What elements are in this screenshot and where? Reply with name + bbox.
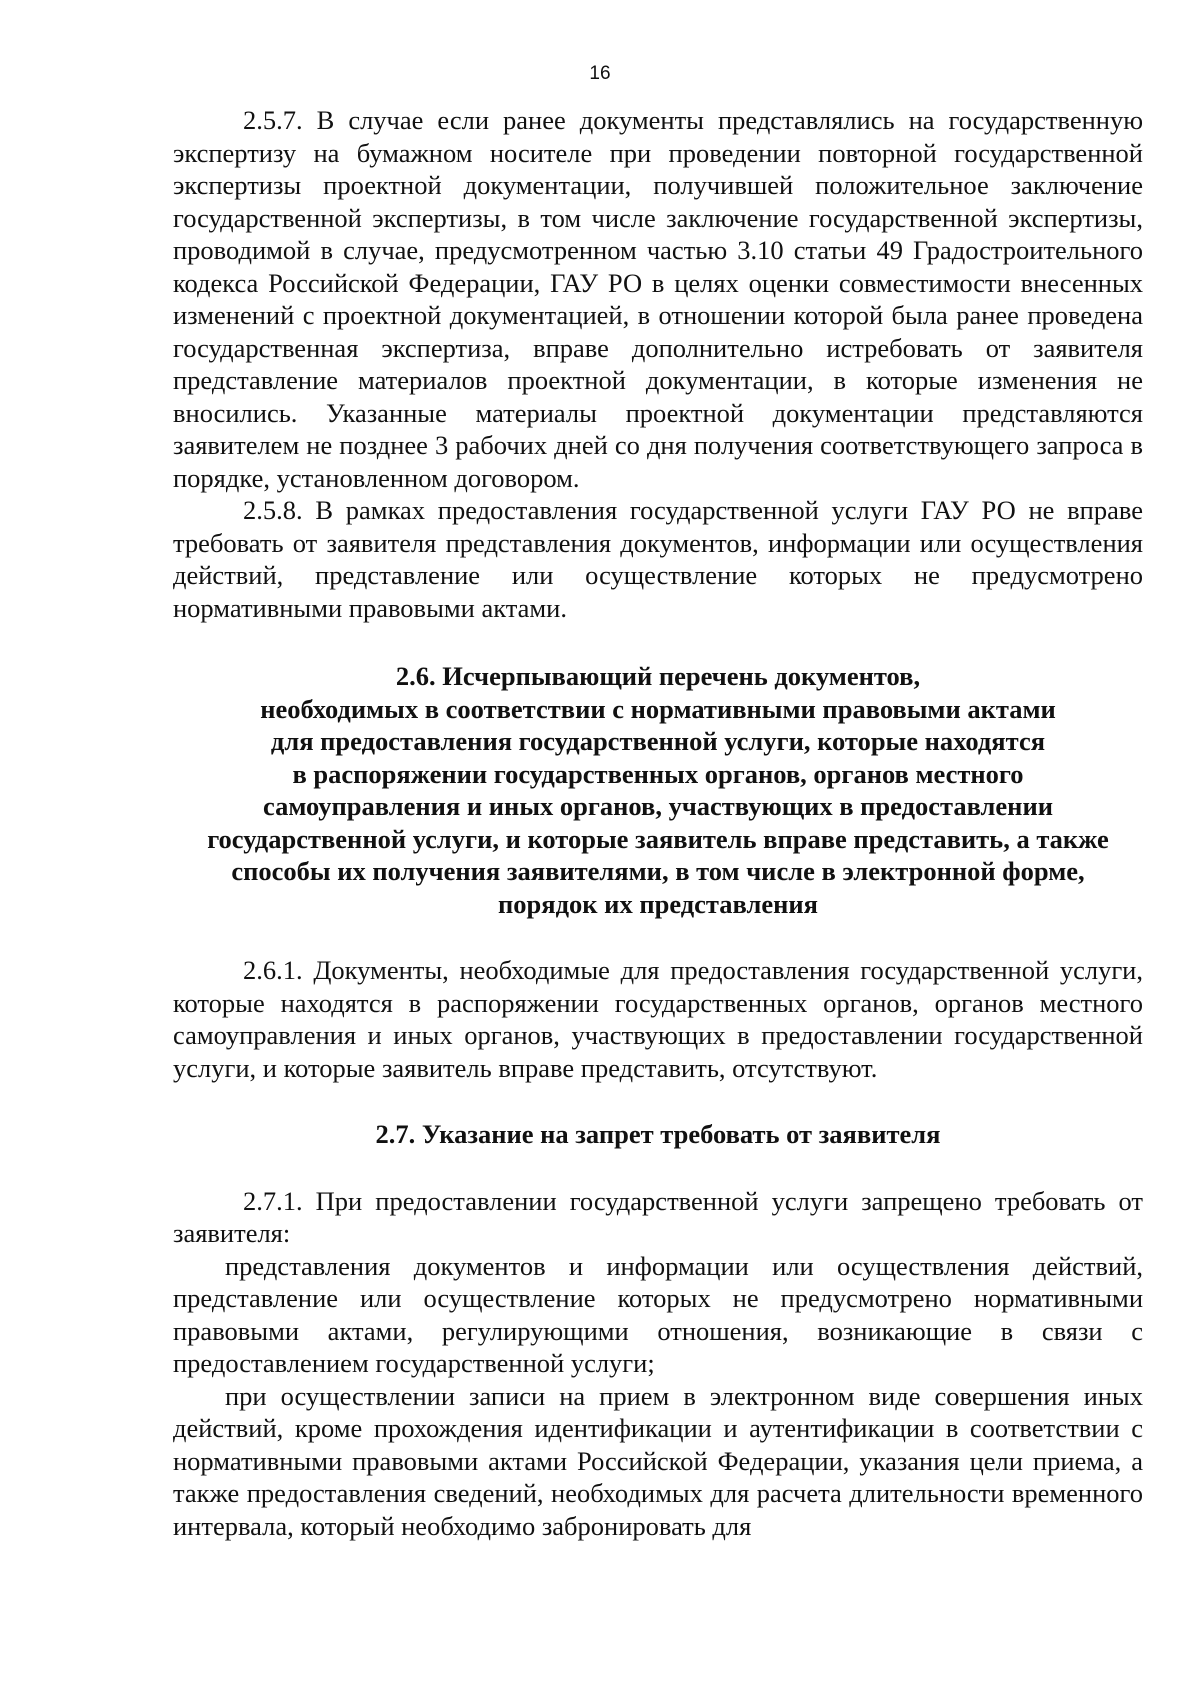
paragraph-2-6-1: 2.6.1. Документы, необходимые для предоставления государственной услуги, которые находятся в распоряжении государственных органов, органов местного самоуправления и иных органов, участвующих в предоставлении государственной услуги, и которые заявитель вправе представить, отсутствуют. bbox=[173, 955, 1143, 1083]
paragraph-2-5-8: 2.5.8. В рамках предоставления государственной услуги ГАУ РО не вправе требовать от заявителя представления документов, информации или осуществления действий, представление или осуществление которых не предусмотрено нормативными правовыми актами. bbox=[173, 495, 1143, 623]
paragraph-2-7-1: 2.7.1. При предоставлении государственной услуги запрещено требовать от заявителя: bbox=[173, 1185, 1143, 1248]
document-body bbox=[173, 104, 1143, 1542]
heading-2-6-line: самоуправления и иных органов, участвующих в предоставлении bbox=[263, 791, 1053, 821]
section-heading-2-7: 2.7. Указание на запрет требовать от заявителя bbox=[375, 1119, 941, 1149]
heading-2-6-line: в распоряжении государственных органов, органов местного bbox=[292, 758, 1024, 789]
heading-2-6-line: государственной услуги, и которые заявитель вправе представить, а также bbox=[207, 823, 1109, 854]
heading-2-6-line: 2.6. Исчерпывающий перечень документов, bbox=[395, 661, 921, 691]
list-item-2-7-1-a: представления документов и информации или осуществления действий, представление или осуществление которых не предусмотрено нормативными правовыми актами, регулирующими отношения, возникающие в связи с предоставлением государственной услуги; bbox=[173, 1250, 1143, 1378]
page-number: 16 bbox=[589, 63, 611, 84]
heading-2-6-line: для предоставления государственной услуги, которые находятся bbox=[270, 726, 1046, 756]
paragraph-2-5-7: 2.5.7. В случае если ранее документы представлялись на государственную экспертизу на бумажном носителе при проведении повторной государственной экспертизы проектной документации, получившей положительное заключение государственной экспертизы, в том числе заключение государственной экспертизы, проводимой в случае, предусмотренном частью 3.10 статьи 49 Градостроительного кодекса Российской Федерации, ГАУ РО в целях оценки совместимости внесенных изменений с проектной документацией, в отношении которой была ранее проведена государственная экспертиза, вправе дополнительно истребовать от заявителя представление материалов проектной документации, в которые изменения не вносились. Указанные материалы проектной документации представляются заявителем не позднее 3 рабочих дней со дня получения соответствующего запроса в порядке, установленном договором. bbox=[173, 105, 1143, 493]
heading-2-6-line: способы их получения заявителями, в том числе в электронной форме, bbox=[231, 856, 1085, 886]
section-heading-2-6 bbox=[173, 660, 1143, 920]
heading-2-6-line: необходимых в соответствии с нормативными правовыми актами bbox=[260, 693, 1056, 724]
list-item-2-7-1-b: при осуществлении записи на прием в электронном виде совершения иных действий, кроме прохождения идентификации и аутентификации в соответствии с нормативными правовыми актами Российской Федерации, указания цели приема, а также предоставления сведений, необходимых для расчета длительности временного интервала, который необходимо забронировать для bbox=[173, 1380, 1143, 1541]
heading-2-6-line: порядок их представления bbox=[498, 888, 818, 919]
